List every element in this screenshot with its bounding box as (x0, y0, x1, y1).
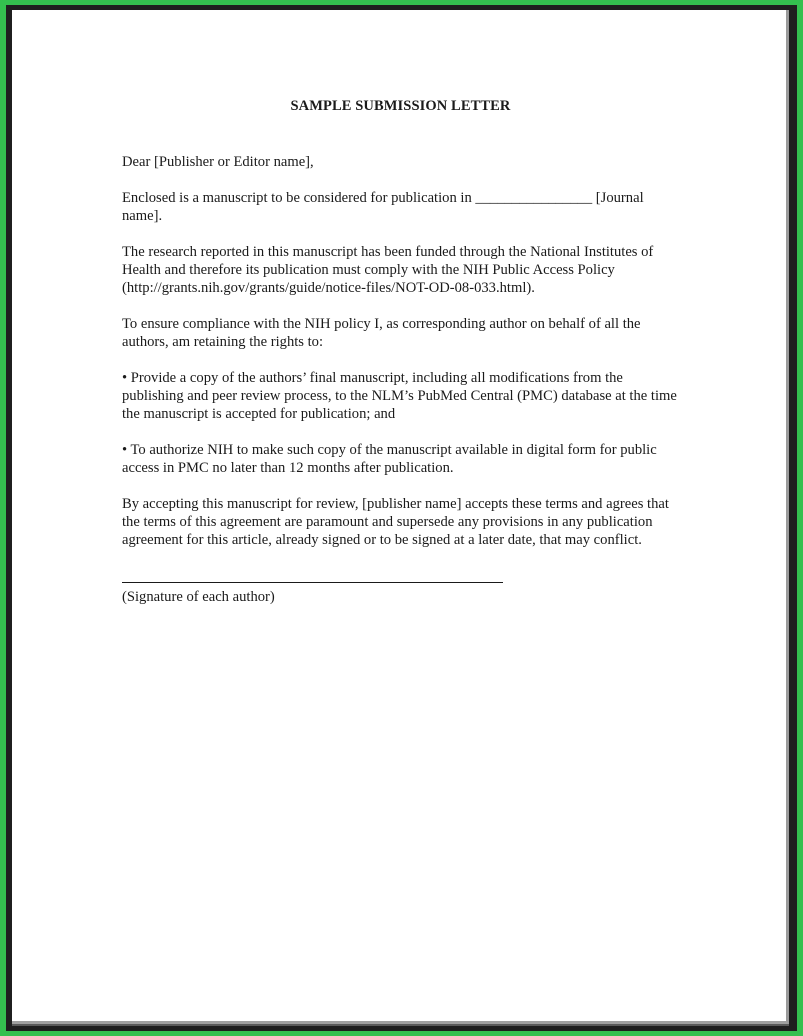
paragraph-acceptance: By accepting this manuscript for review, [publisher name] accepts these terms and agrees that the terms of this agreement are paramount and supersede any provisions in any publication agreement for this article, already signed or to be signed at a later date, that may conflict. (122, 496, 669, 548)
bullet-provide-copy: • Provide a copy of the authors’ final manuscript, including all modifications from the publishing and peer review process, to the NLM’s PubMed Central (PMC) database at the time the manuscript is accepted for publication; and (122, 370, 677, 422)
paragraph-enclosed: Enclosed is a manuscript to be considered for publication in ________________ [Journal name]. (122, 190, 644, 224)
signature-line (122, 582, 503, 583)
paragraph-funding: The research reported in this manuscript has been funded through the National Institutes of Health and therefore its publication must comply with the NIH Public Access Policy (http://grants.nih.gov/grants/guide/notice-files/NOT-OD-08-033.html). (122, 244, 654, 296)
bullet-authorize-nih: • To authorize NIH to make such copy of the manuscript available in digital form for public access in PMC no later than 12 months after publication. (122, 442, 657, 476)
salutation: Dear [Publisher or Editor name], (122, 154, 314, 170)
letter-body (122, 153, 682, 606)
page-bottom-shadow (12, 1024, 789, 1026)
paragraph-compliance: To ensure compliance with the NIH policy I, as corresponding author on behalf of all the authors, am retaining the rights to: (122, 316, 641, 350)
letter-title: SAMPLE SUBMISSION LETTER (290, 98, 511, 114)
document-page (12, 10, 789, 1024)
signature-label: (Signature of each author) (122, 589, 275, 605)
